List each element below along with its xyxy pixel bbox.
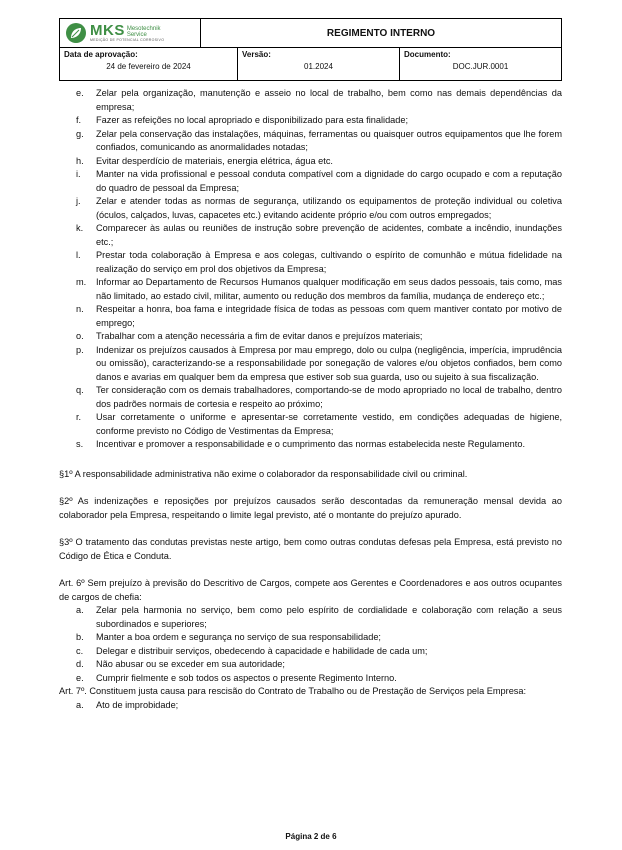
header-meta-row: [60, 48, 561, 80]
list-item-text: Ter consideração com os demais trabalhadores, comportando-se de modo apropriado no local de trabalho, dentro dos padrões normais de cortesia e respeito ao próximo;: [96, 385, 562, 409]
list-item-text: Ato de improbidade;: [96, 699, 179, 710]
document-code-value: DOC.JUR.0001: [452, 62, 509, 71]
list-item: [59, 631, 562, 645]
document-code-cell: [400, 48, 561, 80]
list-item: [59, 699, 562, 713]
list-item-marker: g.: [76, 128, 84, 139]
list-item-marker: d.: [76, 659, 84, 669]
list-item: [59, 195, 562, 222]
list-item-marker: c.: [76, 645, 84, 656]
list-item-text: Delegar e distribuir serviços, obedecendo à capacidade e habilidade de cada um;: [96, 645, 428, 656]
list-item-text: Incentivar e promover a responsabilidade e o cumprimento das normas estabelecida neste Regulamento.: [96, 439, 525, 449]
list-item: [59, 87, 562, 114]
list-item-text: Zelar e atender todas as normas de segurança, utilizando os equipamentos de proteção individual ou coletiva (óculos, calçados, luvas, capacetes etc.) evitando acidente próprio e/ou com outros empregados;: [96, 196, 562, 220]
list-item-marker: n.: [76, 304, 84, 314]
list-item-marker: a.: [76, 605, 84, 615]
list-item-marker: e.: [76, 672, 84, 683]
list-item-text: Indenizar os prejuízos causados à Empresa por mau emprego, dolo ou culpa (negligência, imperícia, imprudência ou omissão), caracterizando-se a responsabilidade por sonegação de valores e/ou objetos confiados, bem como danos e avarias em qualquer bem da empresa que estiver sob sua guarda, uso ou sujeito à sua fiscalização.: [96, 344, 562, 382]
article-7-heading: Art. 7º. Constituem justa causa para rescisão do Contrato de Trabalho ou de Prestação de Serviços pela Empresa:: [59, 686, 527, 696]
list-item-marker: q.: [76, 385, 84, 395]
list-item: [59, 330, 562, 344]
version-cell: [238, 48, 400, 80]
paragraph-3: §3º O tratamento das condutas previstas neste artigo, bem como outras condutas defesas pela Empresa, está previsto no Código de Ética e Conduta.: [59, 537, 562, 561]
list-item-text: Comparecer às aulas ou reuniões de instrução sobre prevenção de acidentes, combate a incêndio, inundações etc.;: [96, 223, 562, 247]
version-label: Versão:: [242, 50, 271, 59]
list-item-text: Respeitar a honra, boa fama e integridade física de todas as pessoas com quem mantiver contato por motivo de emprego;: [96, 304, 562, 328]
list-item-text: Não abusar ou se exceder em sua autoridade;: [96, 659, 285, 669]
list-item: [59, 155, 562, 169]
list-item-text: Manter na vida profissional e pessoal conduta compatível com a dignidade do cargo ocupado e com a reputação do quadro de pessoal da Empresa;: [96, 169, 562, 193]
list-item: [59, 114, 562, 128]
article-6-heading: Art. 6º Sem prejuízo à previsão do Descritivo de Cargos, compete aos Gerentes e Coordenadores e aos outros ocupantes de cargos de chefia:: [59, 578, 562, 602]
header-top-row: [60, 19, 561, 48]
approval-date-cell: [60, 48, 238, 80]
list-item: [59, 604, 562, 631]
list-item-marker: l.: [76, 250, 81, 260]
logo-subtitle-1: Mesotechnik: [126, 26, 161, 33]
list-item-text: Informar ao Departamento de Recursos Humanos qualquer modificação em seus dados pessoais, tais como, mas não limitado, ao estado civil, militar, aumento ou redução dos membros da família, mudança de endereço etc.;: [96, 277, 562, 301]
list-item-marker: p.: [76, 344, 84, 355]
list-item-marker: b.: [76, 632, 84, 642]
list-item-marker: i.: [76, 169, 81, 179]
list-item-text: Cumprir fielmente e sob todos os aspectos o presente Regimento Interno.: [96, 672, 397, 683]
list-item: [59, 645, 562, 659]
list-item-marker: f.: [76, 115, 82, 125]
list-item: [59, 672, 562, 686]
list-item: [59, 128, 562, 155]
document-code-label: Documento:: [404, 50, 451, 59]
list-item-text: Trabalhar com a atenção necessária a fim de evitar danos e prejuízos materiais;: [96, 331, 423, 341]
list-item-marker: j.: [76, 196, 81, 206]
paragraph-1: §1º A responsabilidade administrativa não exime o colaborador da responsabilidade civil ou criminal.: [59, 468, 468, 479]
list-item-text: Evitar desperdício de materiais, energia elétrica, água etc.: [96, 155, 333, 166]
approval-date-value: 24 de fevereiro de 2024: [106, 62, 191, 71]
page-number: Página 2 de 6: [285, 832, 337, 841]
logo-cell: [60, 19, 201, 47]
list-item-text: Zelar pela organização, manutenção e asseio no local de trabalho, bem como nas demais dependências da empresa;: [96, 88, 562, 112]
logo-text: [90, 23, 164, 43]
list-item-marker: m.: [76, 277, 87, 287]
logo-tagline: MEDIÇÃO DE POTENCIAL CORROSIVO: [90, 38, 165, 43]
list-item-marker: e.: [76, 88, 84, 98]
logo-name: MKS: [90, 22, 125, 40]
managers-duties-list: [59, 604, 562, 685]
list-item-text: Prestar toda colaboração à Empresa e aos colegas, cultivando o espírito de comunhão e mútua fidelidade na realização do serviço em prol dos objetivos da Empresa;: [96, 250, 562, 274]
list-item-text: Zelar pela conservação das instalações, máquinas, ferramentas ou quaisquer outros equipamentos que lhe forem confiados, comunicando as anormalidades notadas;: [96, 128, 562, 152]
list-item-text: Fazer as refeições no local apropriado e disponibilizado para esta finalidade;: [96, 115, 409, 125]
list-item-text: Usar corretamente o uniforme e apresentar-se corretamente vestido, em condições adequadas de higiene, conforme previsto no Código de Vestimentas da Empresa;: [96, 412, 562, 436]
list-item: [59, 658, 562, 672]
just-cause-list: [59, 699, 562, 713]
logo-subtitle-2: Service: [126, 32, 147, 39]
approval-date-label: Data de aprovação:: [64, 50, 138, 59]
duties-list: [59, 87, 562, 452]
list-item-text: Manter a boa ordem e segurança no serviço de sua responsabilidade;: [96, 632, 381, 642]
list-item-marker: o.: [76, 331, 84, 341]
list-item: [59, 344, 562, 385]
list-item-marker: h.: [76, 155, 84, 166]
document-body: [59, 87, 562, 712]
list-item: [59, 168, 562, 195]
list-item-text: Zelar pela harmonia no serviço, bem como pelo espírito de cordialidade e colaboração com relação a seus subordinados e superiores;: [96, 605, 562, 629]
list-item: [59, 303, 562, 330]
document-title: REGIMENTO INTERNO: [326, 27, 436, 39]
leaf-logo-icon: [66, 23, 86, 43]
list-item: [59, 222, 562, 249]
list-item-marker: a.: [76, 699, 84, 710]
list-item-marker: s.: [76, 439, 84, 449]
list-item: [59, 411, 562, 438]
version-value: 01.2024: [304, 62, 333, 71]
list-item: [59, 276, 562, 303]
list-item-marker: k.: [76, 223, 84, 233]
list-item-marker: r.: [76, 412, 82, 422]
paragraph-2: §2º As indenizações e reposições por prejuízos causados serão descontadas da remuneração mensal devida ao colaborador pela Empresa, respeitando o limite legal previsto, até o montante do prejuízo apurado.: [59, 496, 562, 520]
list-item: [59, 438, 562, 452]
list-item: [59, 249, 562, 276]
document-header: [59, 18, 562, 81]
company-logo: [66, 23, 164, 43]
list-item: [59, 384, 562, 411]
